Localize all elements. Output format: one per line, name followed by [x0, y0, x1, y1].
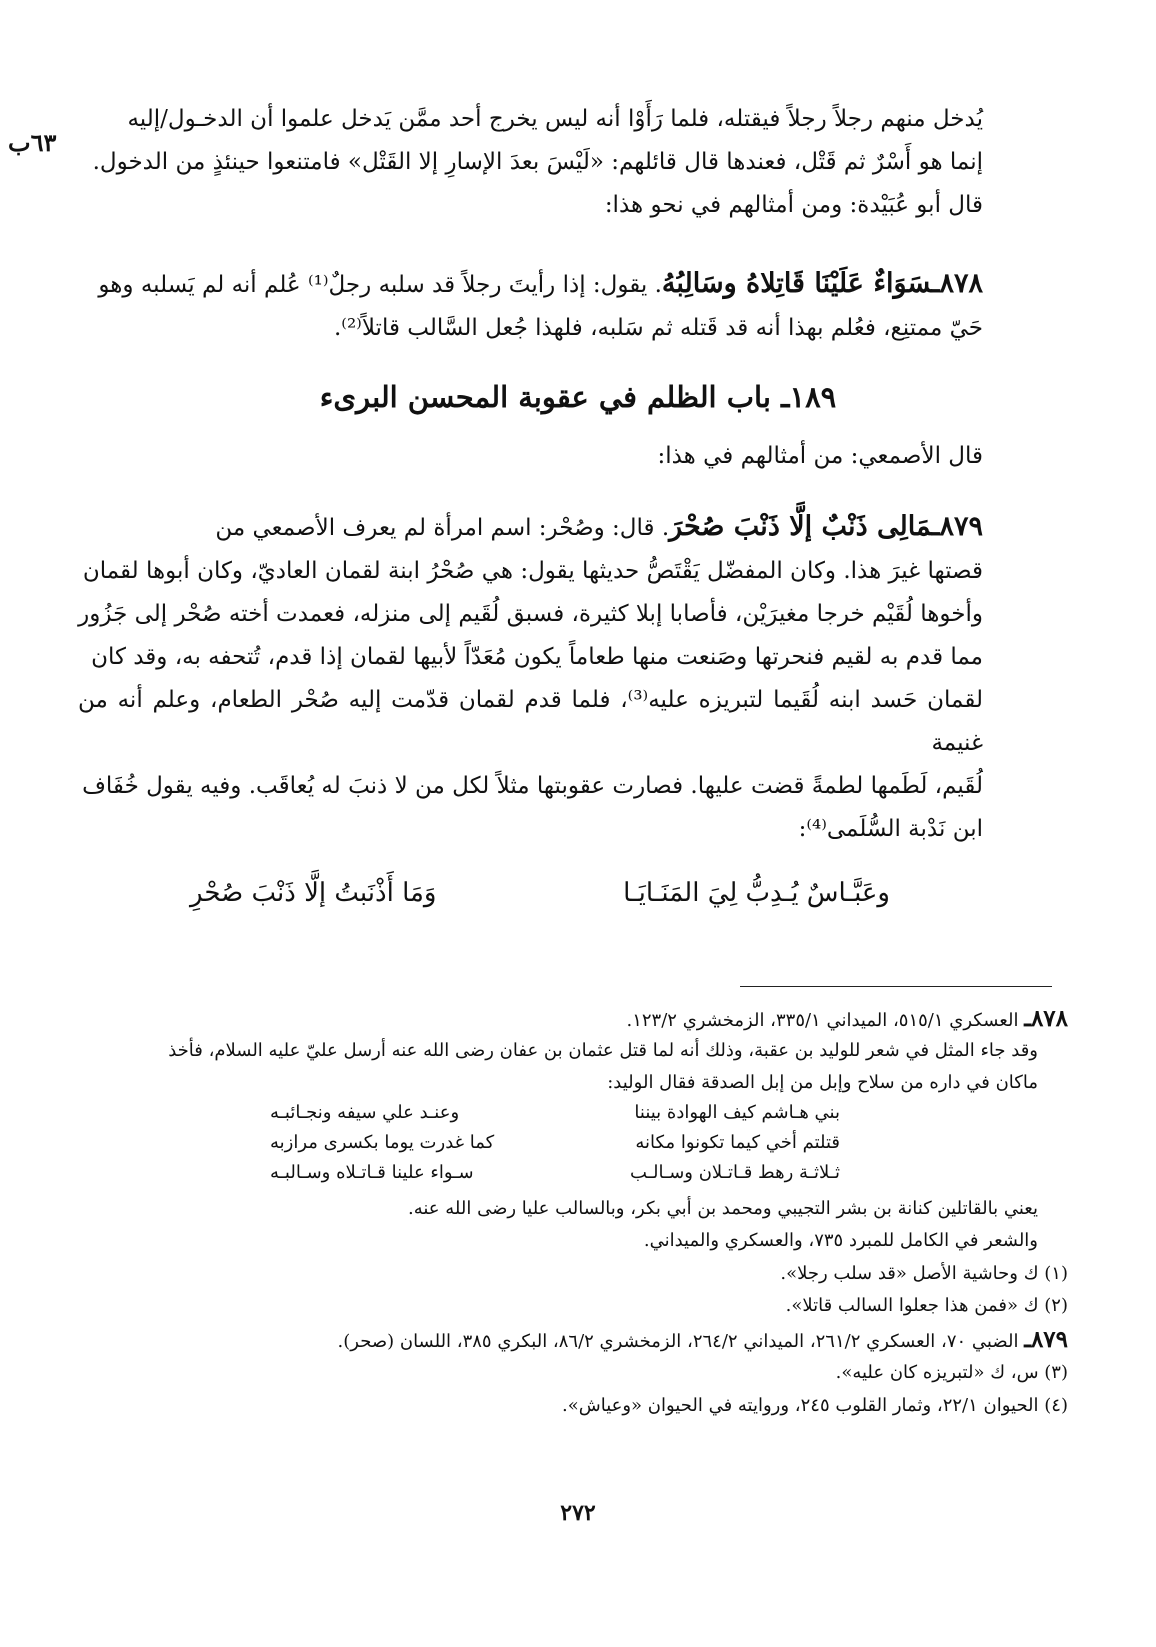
- footnote-text: العسكري ٥١٥/١، الميداني ٣٣٥/١، الزمخشري ١٢٣/٢.: [626, 1010, 1019, 1031]
- poem-row: [270, 1102, 840, 1132]
- text-line: قال أبو عُبَيْدة: ومن أمثالهم في نحو هذا:: [604, 192, 983, 218]
- footnote-3: (٣) س، ك «لتبريزه كان عليه».: [835, 1362, 1068, 1383]
- proverb-879: [78, 505, 983, 851]
- proverb-text: سَوَاءٌ عَلَيْنَا قَاتِلاهُ وسَالِبُهُ: [661, 268, 932, 299]
- footnote-878-note: ماكان في داره من سلاح وإبل من إبل الصدقة فقال الوليد:: [607, 1072, 1038, 1093]
- proverb-commentary: . قال: وصُحْر: اسم امرأة لم يعرف الأصمعي من: [215, 515, 670, 541]
- proverb-878: [78, 262, 983, 350]
- footnote-text: الضبي ٧٠، العسكري ٢٦١/٢، الميداني ٢٦٤/٢، الزمخشري ٨٦/٢، البكري ٣٨٥، اللسان (صحر).: [337, 1331, 1019, 1352]
- chapter-heading: ١٨٩ـ باب الظلم في عقوبة المحسن البرىء: [319, 380, 837, 414]
- footnote-divider: [740, 986, 1052, 987]
- verse-second-hemistich: وَمَا أَذْنَبتُ إلَّا ذَنْبَ صُحْرِ: [190, 878, 437, 908]
- footnote-878-note: والشعر في الكامل للمبرد ٧٣٥، والعسكري والميداني.: [643, 1230, 1038, 1251]
- text-line: يُدخل منهم رجلاً رجلاً فيقتله، فلما رَأَوْا أنه ليس يخرج أحد ممَّن يَدخل علموا أن الدخـول/إليه: [127, 106, 983, 132]
- footnote-878-sources: [68, 1005, 1068, 1032]
- asmai-intro: قال الأصمعي: من أمثالهم في هذا:: [657, 443, 983, 469]
- text-line: [78, 262, 983, 307]
- manuscript-folio-ref: ٦٣ب: [8, 128, 57, 157]
- footnote-number: ٨٧٩ـ: [1024, 1326, 1068, 1353]
- footnote-878-note: وقد جاء المثل في شعر للوليد بن عقبة، وذلك أنه لما قتل عثمان بن عفان رضى الله عنه أرسل عليّ عليه السلام، فأخذ: [168, 1040, 1038, 1061]
- proverb-text: مَالِى ذَنْبٌ إلَّا ذَنْبَ صُحْرَ: [669, 511, 932, 542]
- footnote-number: ٨٧٨ـ: [1024, 1005, 1068, 1032]
- proverb-number: ٨٧٨ـ: [931, 268, 983, 299]
- poem-hemistich: كما غدرت يوما بكسرى مرازبه: [270, 1132, 495, 1153]
- text-line: لقمان حَسد ابنه لُقَيما لتبريزه عليه⁽³⁾، فلما قدم لقمان قدّمت إليه صُحْر الطعام، وعلم أنه من غنيمة: [78, 687, 983, 756]
- poem-row: [270, 1132, 840, 1162]
- footnote-878-note: يعني بالقاتلين كنانة بن بشر التجيبي ومحمد بن أبي بكر، وبالسالب عليا رضى الله عنه.: [408, 1198, 1038, 1219]
- poem-hemistich: وعنـد علي سيفه ونجـائبـه: [270, 1102, 460, 1123]
- text-line: إنما هو أَسْرٌ ثم قَتْل، فعندها قال قائلهم: «لَيْسَ بعدَ الإسارِ إلا القَتْل» فامتنعوا حينئذٍ من الدخول.: [92, 149, 983, 175]
- poem-hemistich: سـواء علينا قـاتـلاه وسـالبـه: [270, 1162, 474, 1183]
- intro-paragraph: [78, 98, 983, 227]
- proverb-commentary: . يقول: إذا رأيتَ رجلاً قد سلبه رجلٌ⁽¹⁾ عُلم أنه لم يَسلبه وهو: [98, 272, 662, 298]
- poem-hemistich: ثـلاثـة رهط قـاتـلان وسـالـب: [630, 1162, 840, 1183]
- text-line: لُقَيم، لَطَمها لطمةً قضت عليها. فصارت عقوبتها مثلاً لكل من لا ذنبَ له يُعاقَب. وفيه يقول خُفَاف: [82, 773, 983, 799]
- poem-row: [270, 1162, 840, 1192]
- footnote-4: (٤) الحيوان ٢٢/١، وثمار القلوب ٢٤٥، وروايته في الحيوان «وعياش».: [562, 1395, 1068, 1416]
- proverb-number: ٨٧٩ـ: [931, 511, 983, 542]
- text-line: مما قدم به لقيم فنحرتها وصَنعت منها طعاماً يكون مُعَدّاً لأبيها لقمان إذا قدم، تُتحفه به، وقد كان: [91, 644, 983, 670]
- poem-verse: [190, 878, 890, 908]
- text-line: وأخوها لُقَيْم خرجا مغيرَيْن، فأصابا إبلا كثيرة، فسبق لُقَيم إلى منزله، فعمدت أخته صُحْر إلى جَزُور: [78, 601, 983, 627]
- verse-first-hemistich: وعَبَّـاسٌ يُـدِبُّ لِيَ المَنَـايَـا: [623, 878, 890, 908]
- text-line: حَيّ ممتنِع، فعُلم بهذا أنه قد قَتله ثم سَلبه، فلهذا جُعل السَّالب قاتلاً⁽²⁾.: [333, 315, 983, 341]
- footnote-879-sources: [68, 1326, 1068, 1353]
- footnote-1: (١) ك وحاشية الأصل «قد سلب رجلا».: [780, 1263, 1068, 1284]
- text-line: قصتها غيرَ هذا. وكان المفضّل يَقْتَصُّ حديثها يقول: هي صُحْرُ ابنة لقمان العاديّ، وكان أبوها لقمان: [82, 558, 983, 584]
- text-line: ابن نَدْبة السُّلَمى⁽⁴⁾:: [798, 816, 983, 842]
- footnote-poem: [270, 1102, 840, 1192]
- text-line: [78, 505, 983, 550]
- footnote-2: (٢) ك «فمن هذا جعلوا السالب قاتلا».: [785, 1295, 1068, 1316]
- poem-hemistich: قتلتم أخي كيما تكونوا مكانه: [635, 1132, 840, 1153]
- page-number: ٢٧٢: [560, 1500, 596, 1526]
- poem-hemistich: بني هـاشم كيف الهوادة بيننا: [634, 1102, 840, 1123]
